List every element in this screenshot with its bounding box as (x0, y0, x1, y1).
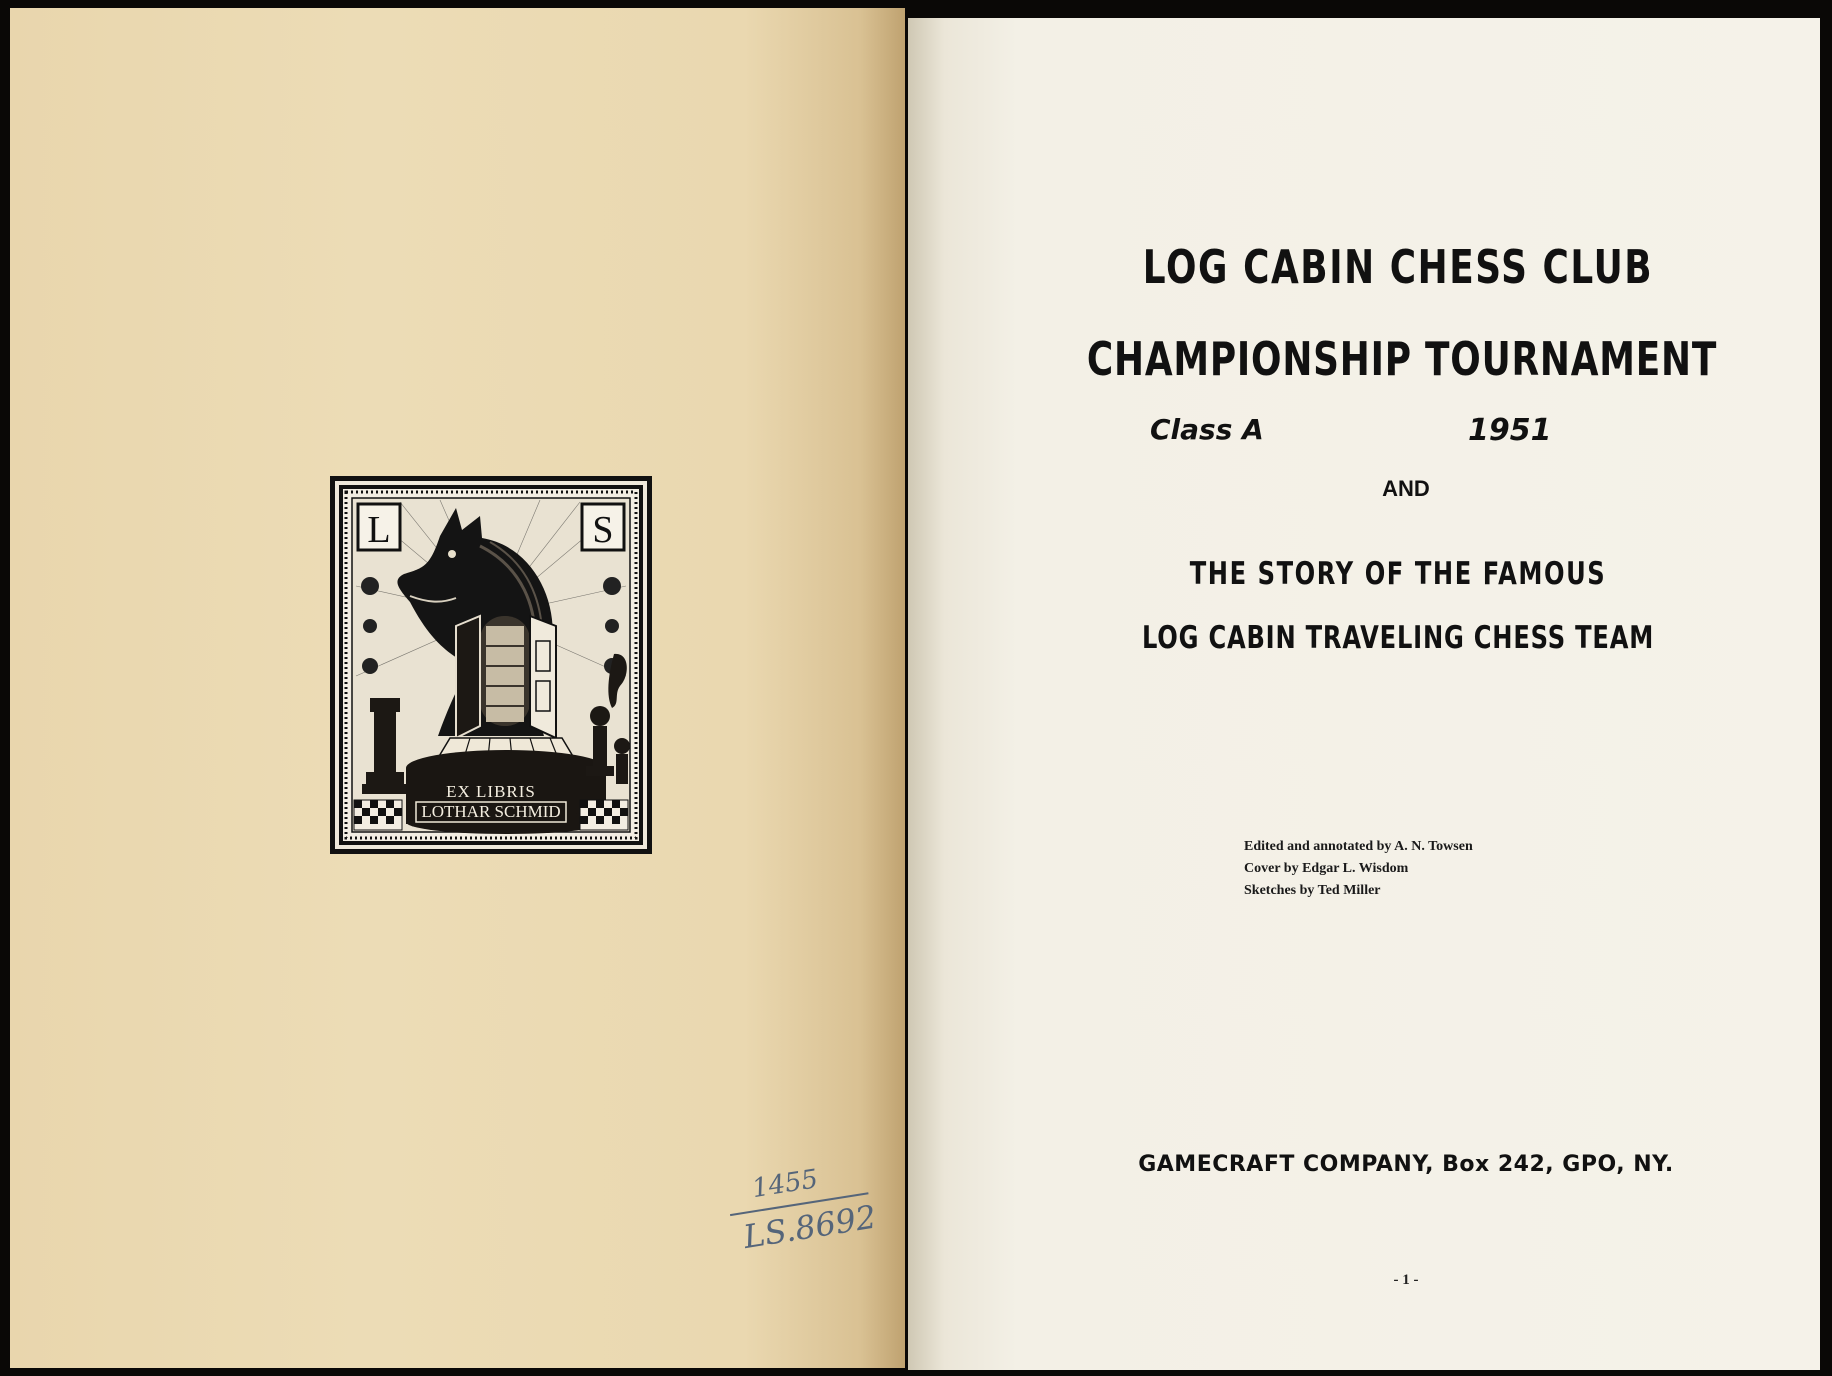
bookplate-ex-libris: EX LIBRIS (446, 782, 536, 801)
subtitle-line-2: LOG CABIN TRAVELING CHESS TEAM (1141, 620, 1655, 656)
publisher-line: GAMECRAFT COMPANY, Box 242, GPO, NY. (1138, 1152, 1674, 1177)
ex-libris-bookplate (330, 476, 652, 854)
handwritten-catalog-number: LS.8692 (740, 1197, 879, 1257)
title-line-1: LOG CABIN CHESS CLUB (1142, 240, 1654, 294)
title-line-2: CHAMPIONSHIP TOURNAMENT (1086, 332, 1718, 386)
class-label: Class A (1150, 413, 1264, 446)
left-page (10, 8, 905, 1368)
bookplate-initial-left: L (367, 509, 391, 551)
page-number: - 1 - (1393, 1272, 1419, 1288)
bookplate-owner-name: LOTHAR SCHMID (421, 802, 561, 821)
bookplate-initial-right: S (592, 509, 614, 551)
subtitle-line-1: THE STORY OF THE FAMOUS (1189, 556, 1607, 592)
credit-cover: Cover by Edgar L. Wisdom (1244, 861, 1409, 876)
conjunction-and: AND (1382, 476, 1430, 501)
year-label: 1951 (1468, 413, 1552, 448)
handwritten-library-mark (720, 1154, 895, 1288)
right-page (908, 18, 1820, 1370)
credit-sketches: Sketches by Ted Miller (1244, 883, 1381, 898)
credits-block (1244, 836, 1604, 902)
handwritten-accession-number: 1455 (750, 1164, 821, 1205)
credit-editor: Edited and annotated by A. N. Towsen (1244, 839, 1473, 854)
